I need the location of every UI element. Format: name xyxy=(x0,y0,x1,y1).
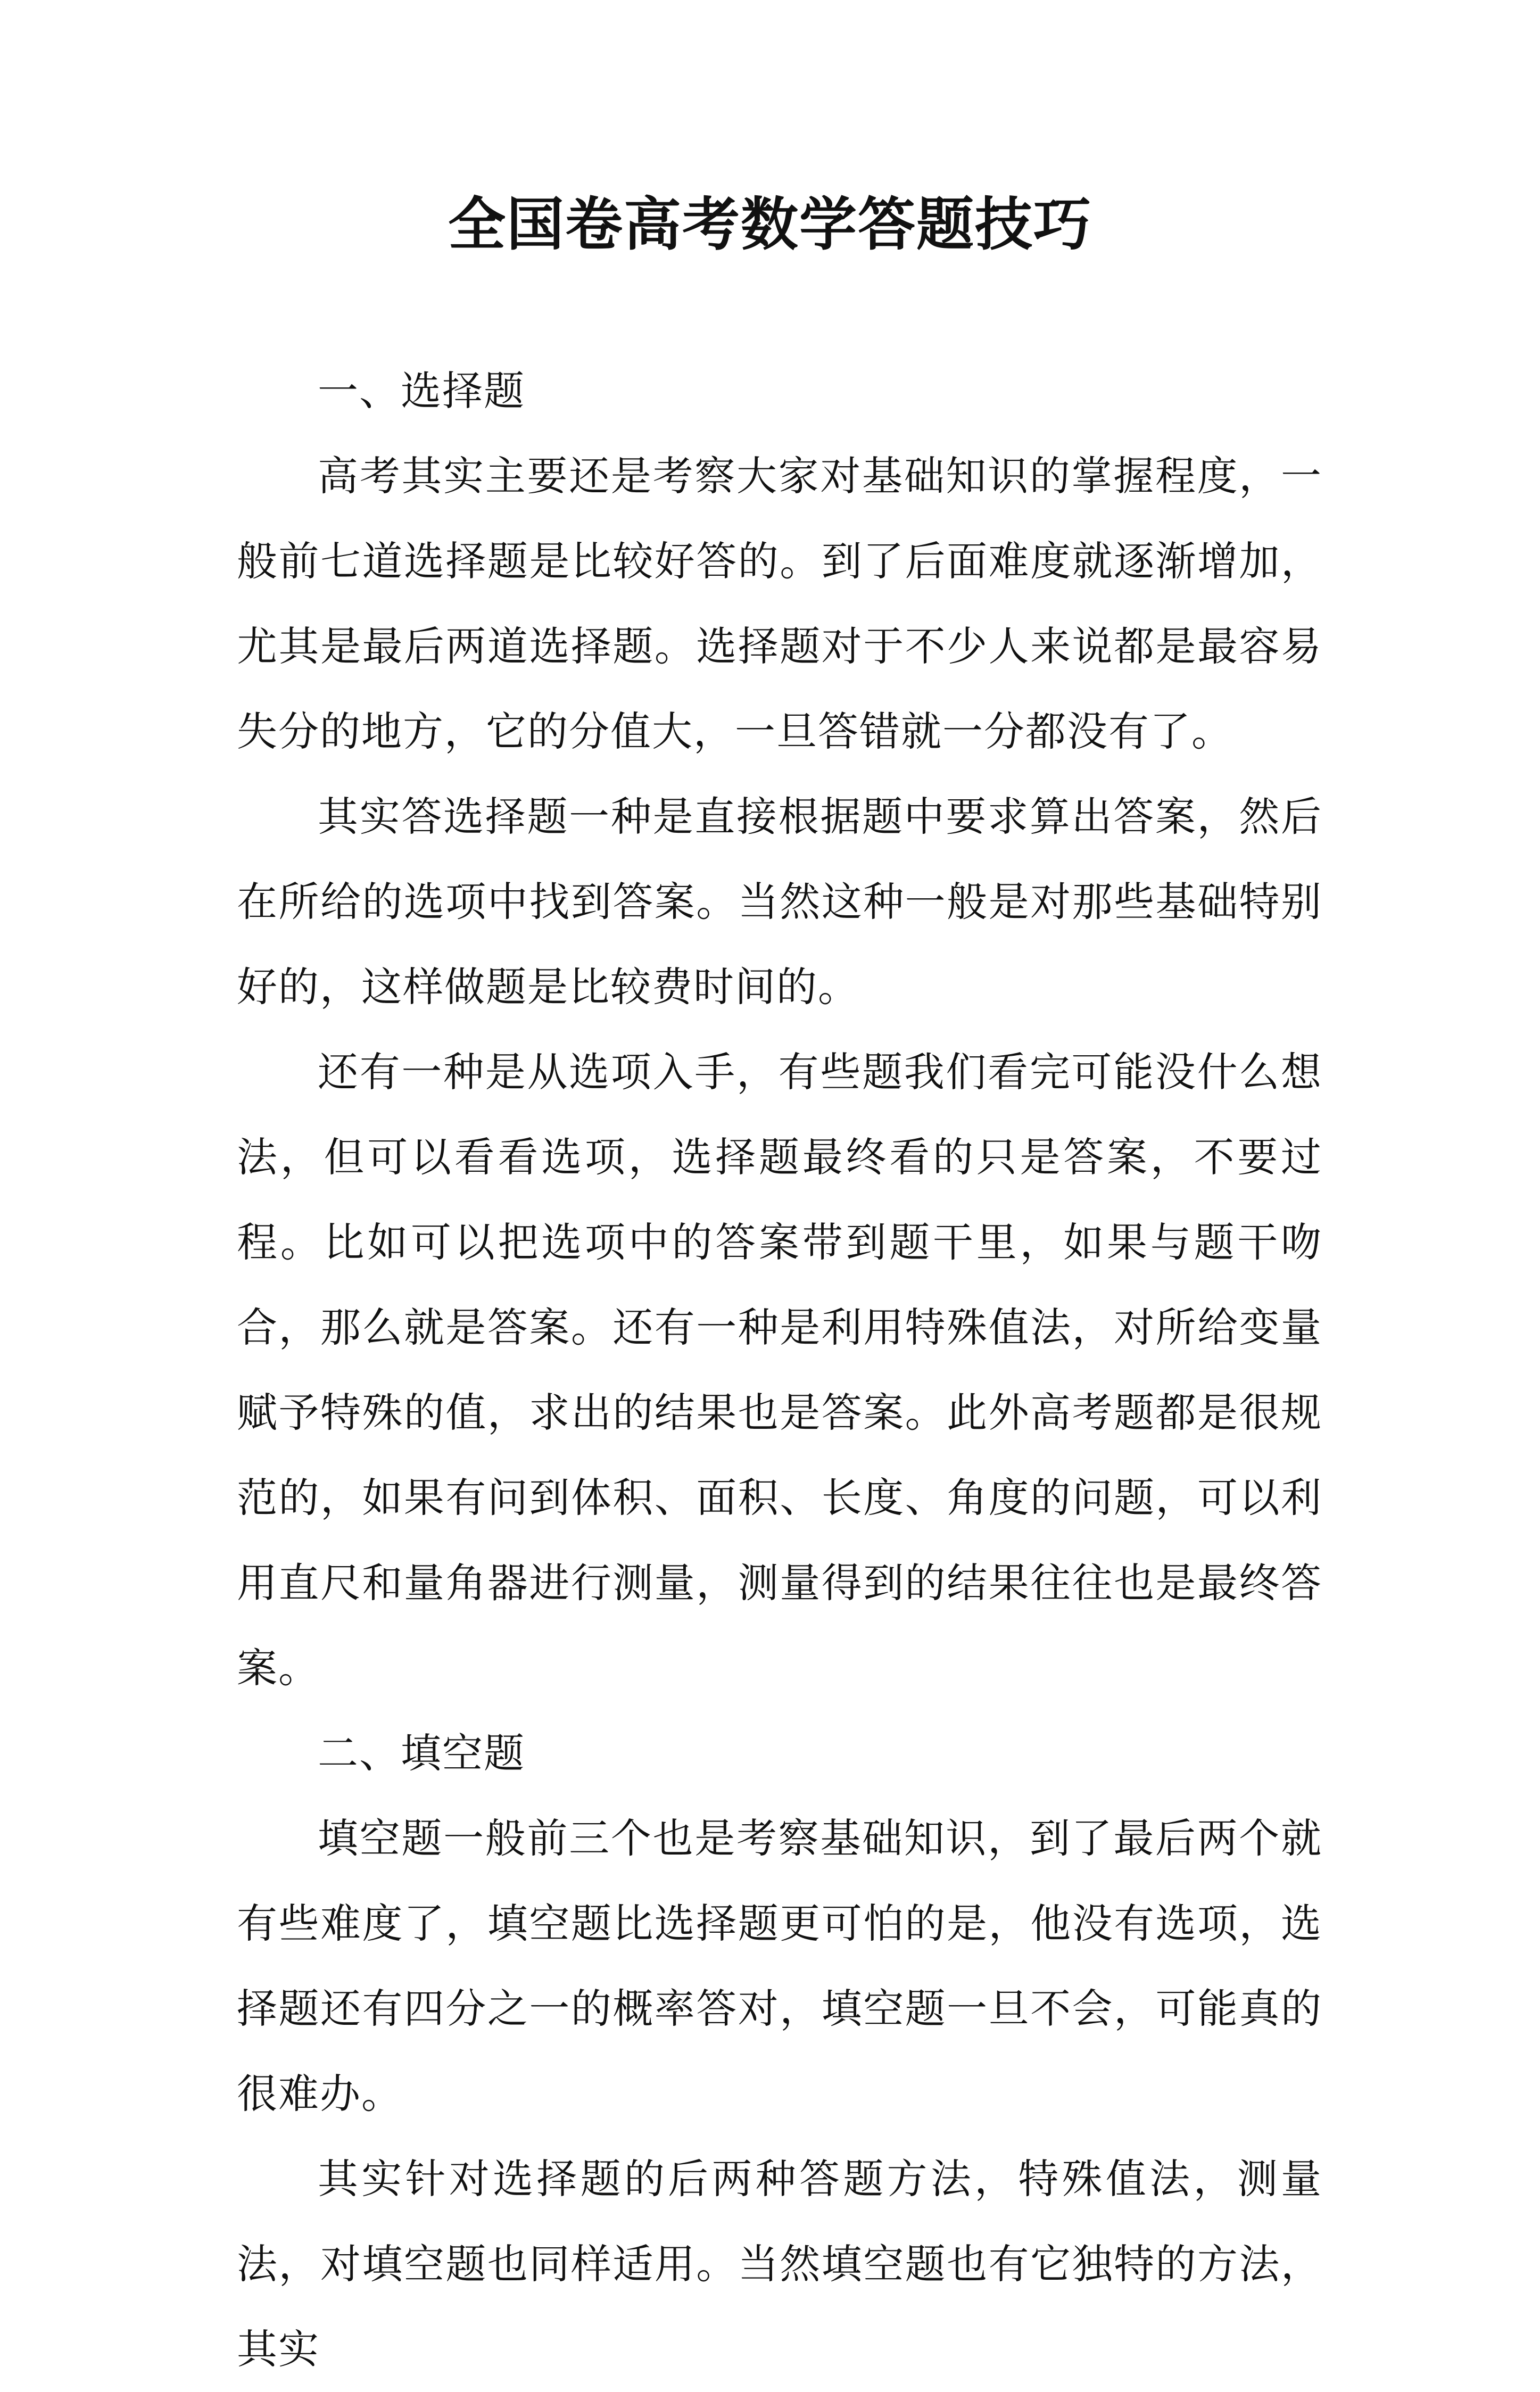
paragraph: 其实答选择题一种是直接根据题中要求算出答案，然后在所给的选项中找到答案。当然这种一般是对那些基础特别好的，这样做题是比较费时间的。 xyxy=(237,793,1322,1011)
paragraph: 填空题一般前三个也是考察基础知识，到了最后两个就有些难度了，填空题比选择题更可怕的是，他没有选项，选择题还有四分之一的概率答对，填空题一旦不会，可能真的很难办。 xyxy=(237,1815,1322,2117)
document-title: 全国卷高考数学答题技巧 xyxy=(448,191,1092,258)
section-heading-choice: 一、选择题 xyxy=(318,367,525,415)
paragraph: 还有一种是从选项入手，有些题我们看完可能没什么想法，但可以看看选项，选择题最终看的只是答案，不要过程。比如可以把选项中的答案带到题干里，如果与题干吻合，那么就是答案。还有一种是利用特殊值法，对所给变量赋予特殊的值，求出的结果也是答案。此外高考题都是很规范的，如果有问到体积、面积、长度、角度的问题，可以利用直尺和量角器进行测量，测量得到的结果往往也是最终答案。 xyxy=(237,1048,1322,1692)
document-body xyxy=(237,349,1322,2392)
paragraph: 其实针对选择题的后两种答题方法，特殊值法，测量法，对填空题也同样适用。当然填空题也有它独特的方法，其实 xyxy=(237,2155,1322,2373)
section-heading-fill-blank: 二、填空题 xyxy=(318,1729,525,1777)
paragraph: 高考其实主要还是考察大家对基础知识的掌握程度，一般前七道选择题是比较好答的。到了后面难度就逐渐增加，尤其是最后两道选择题。选择题对于不少人来说都是最容易失分的地方，它的分值大，一旦答错就一分都没有了。 xyxy=(237,452,1322,755)
